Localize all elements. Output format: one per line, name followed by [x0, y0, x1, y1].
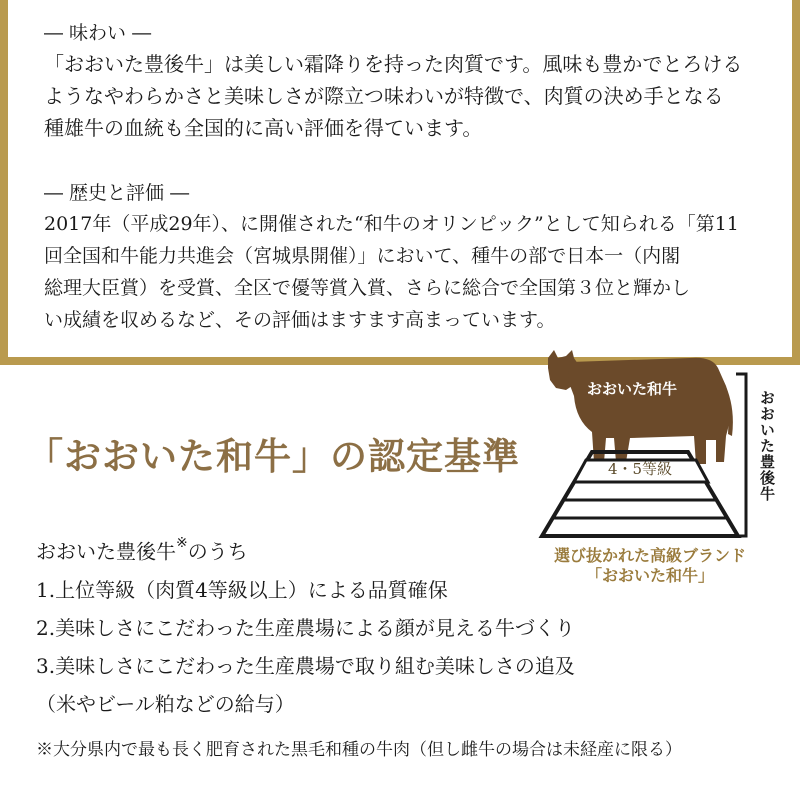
standard-item: 2.美味しさにこだわった生産農場による顔が見える牛づくり: [36, 615, 575, 640]
standard-item: （米やビール粕などの給与）: [36, 691, 295, 716]
side-label: おおいた豊後牛: [758, 390, 776, 502]
history-section: [44, 178, 784, 336]
cow-icon: [548, 350, 733, 464]
standards-title: 「おおいた和牛」の認定基準: [26, 434, 520, 478]
taste-section: [44, 18, 784, 144]
history-heading: ― 歴史と評価 ―: [44, 182, 190, 204]
standard-item: 3.美味しさにこだわった生産農場で取り組む美味しさの追及: [36, 653, 575, 678]
taste-line: ようなやわらかさと美味しさが際立つ味わいが特徴で、肉質の決め手となる: [44, 84, 724, 108]
taste-line: 「おおいた豊後牛」は美しい霜降りを持った肉質です。風味も豊かでとろける: [44, 52, 743, 76]
info-frame: [0, 0, 800, 365]
footnote-mark: ※: [176, 535, 188, 551]
taste-line: 種雄牛の血統も全国的に高い評価を得ています。: [44, 116, 483, 140]
grade-label: 4・5等級: [607, 460, 673, 478]
history-line: い成績を収めるなど、その評価はますます高まっています。: [44, 309, 556, 331]
intro-tail: のうち: [187, 539, 248, 564]
history-line: 2017年（平成29年）、に開催された“和牛のオリンピック”として知られる「第11: [44, 213, 739, 235]
footnote: ※大分県内で最も長く肥育された黒毛和種の牛肉（但し雌牛の場合は未経産に限る）: [36, 740, 682, 760]
cow-label: おおいた和牛: [586, 380, 677, 398]
standards-intro: [36, 528, 776, 571]
brand-caption-name: 「おおいた和牛」: [585, 566, 714, 585]
history-line: 総理大臣賞）を受賞、全区で優等賞入賞、さらに総合で全国第３位と輝かし: [44, 277, 691, 299]
intro-text: おおいた豊後牛: [36, 539, 176, 564]
history-line: 回全国和牛能力共進会（宮城県開催）」において、種牛の部で日本一（内閣: [44, 245, 681, 267]
standards-list: [36, 528, 776, 723]
brand-caption: 選び抜かれた高級ブランド: [553, 546, 746, 565]
standard-item: 1.上位等級（肉質4等級以上）による品質確保: [36, 577, 448, 602]
side-bracket: [736, 374, 746, 536]
taste-heading: ― 味わい ―: [44, 22, 152, 44]
